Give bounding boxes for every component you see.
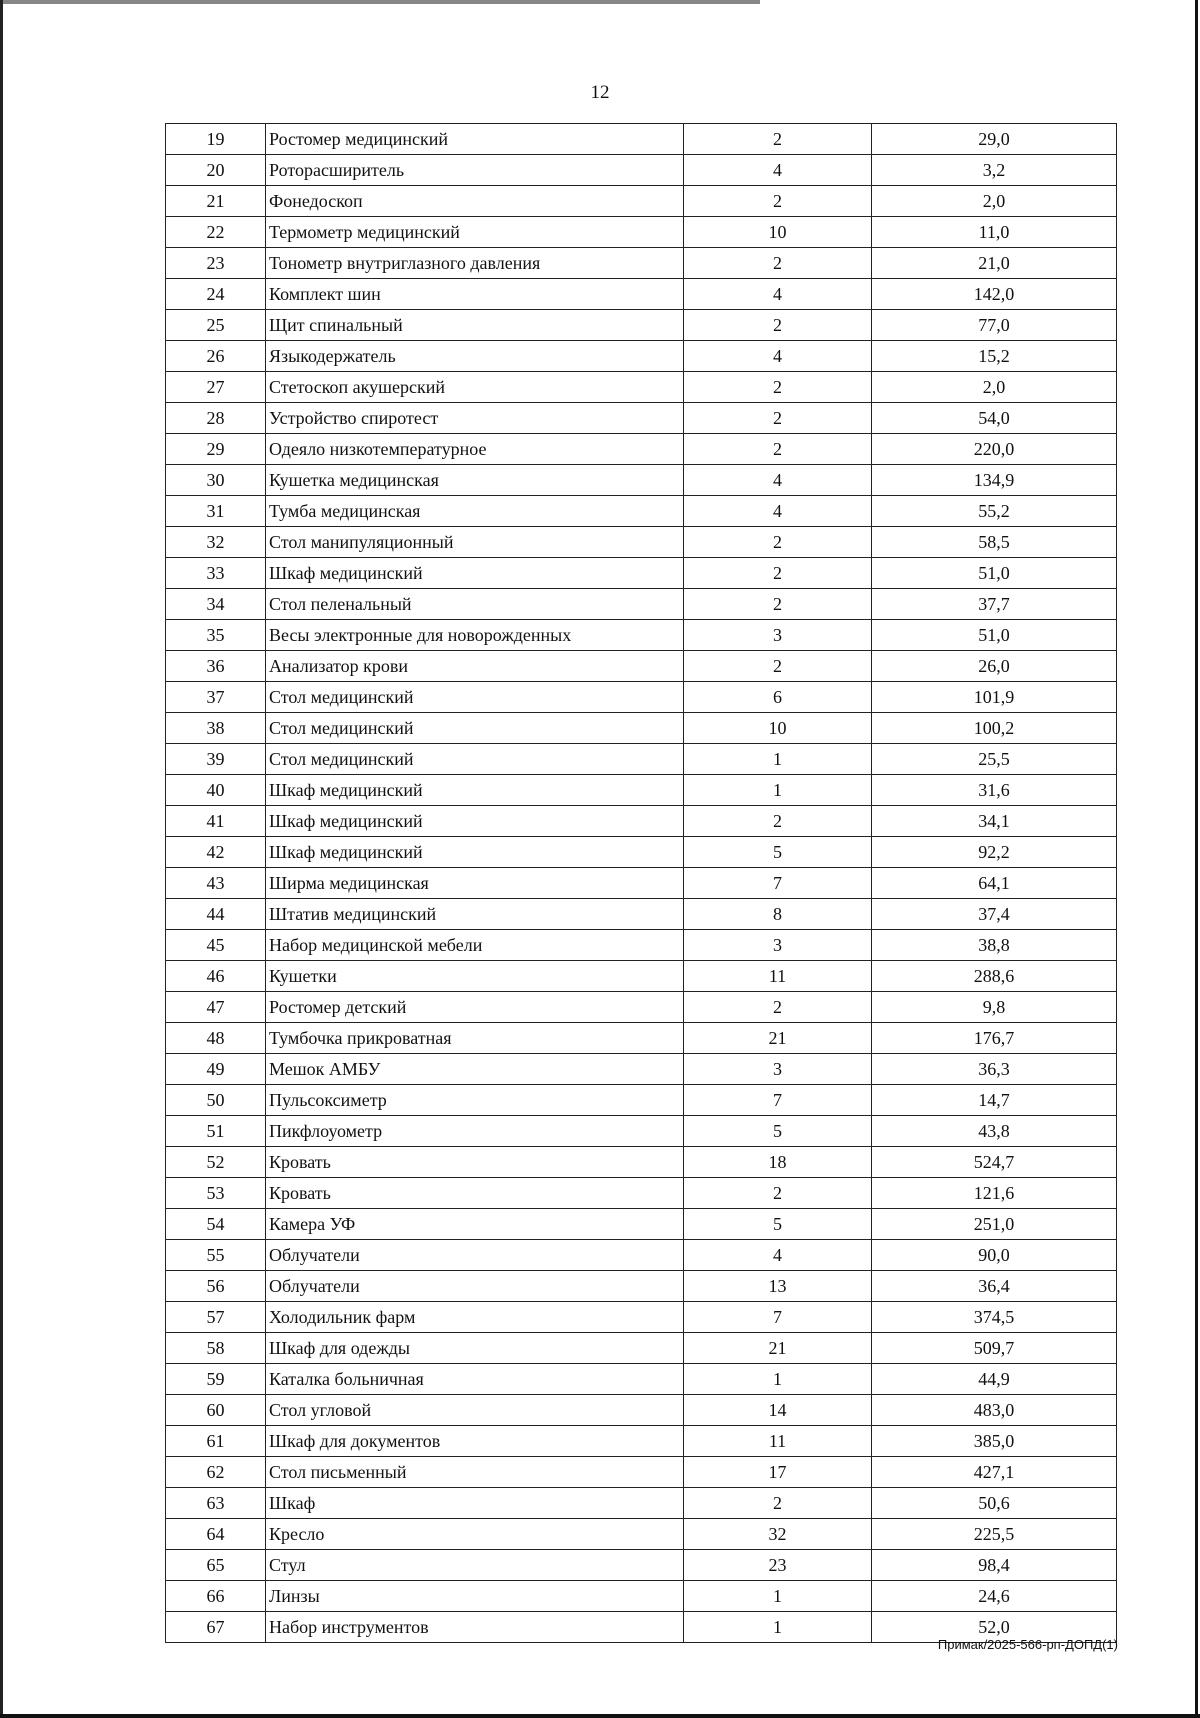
table-row: [166, 372, 1117, 403]
quantity-cell: 1: [684, 744, 872, 775]
scan-edge-left: [0, 0, 3, 1718]
item-name-cell: Шкаф медицинский: [266, 558, 684, 589]
row-number-cell: 53: [166, 1178, 266, 1209]
table-row: [166, 868, 1117, 899]
item-name-cell: Пульсоксиметр: [266, 1085, 684, 1116]
table-row: [166, 1178, 1117, 1209]
table-row: [166, 899, 1117, 930]
value-cell: 483,0: [872, 1395, 1117, 1426]
row-number-cell: 20: [166, 155, 266, 186]
quantity-cell: 2: [684, 992, 872, 1023]
item-name-cell: Стол медицинский: [266, 744, 684, 775]
row-number-cell: 34: [166, 589, 266, 620]
value-cell: 54,0: [872, 403, 1117, 434]
item-name-cell: Щит спинальный: [266, 310, 684, 341]
item-name-cell: Шкаф для одежды: [266, 1333, 684, 1364]
table-row: [166, 837, 1117, 868]
row-number-cell: 59: [166, 1364, 266, 1395]
quantity-cell: 5: [684, 837, 872, 868]
row-number-cell: 26: [166, 341, 266, 372]
quantity-cell: 1: [684, 1612, 872, 1643]
equipment-table: [165, 123, 1117, 1643]
table-row: [166, 1488, 1117, 1519]
value-cell: 100,2: [872, 713, 1117, 744]
table-row: [166, 403, 1117, 434]
value-cell: 15,2: [872, 341, 1117, 372]
row-number-cell: 41: [166, 806, 266, 837]
row-number-cell: 23: [166, 248, 266, 279]
table-row: [166, 744, 1117, 775]
row-number-cell: 46: [166, 961, 266, 992]
quantity-cell: 21: [684, 1333, 872, 1364]
value-cell: 38,8: [872, 930, 1117, 961]
item-name-cell: Каталка больничная: [266, 1364, 684, 1395]
item-name-cell: Весы электронные для новорожденных: [266, 620, 684, 651]
item-name-cell: Стол манипуляционный: [266, 527, 684, 558]
table-row: [166, 1395, 1117, 1426]
item-name-cell: Кушетки: [266, 961, 684, 992]
row-number-cell: 51: [166, 1116, 266, 1147]
scan-edge-bottom: [0, 1714, 1200, 1718]
table-row: [166, 1333, 1117, 1364]
value-cell: 25,5: [872, 744, 1117, 775]
table-row: [166, 279, 1117, 310]
table-row: [166, 961, 1117, 992]
value-cell: 225,5: [872, 1519, 1117, 1550]
row-number-cell: 30: [166, 465, 266, 496]
table-row: [166, 651, 1117, 682]
row-number-cell: 39: [166, 744, 266, 775]
table-row: [166, 992, 1117, 1023]
table-row: [166, 806, 1117, 837]
quantity-cell: 2: [684, 372, 872, 403]
value-cell: 11,0: [872, 217, 1117, 248]
quantity-cell: 6: [684, 682, 872, 713]
row-number-cell: 64: [166, 1519, 266, 1550]
value-cell: 77,0: [872, 310, 1117, 341]
quantity-cell: 23: [684, 1550, 872, 1581]
value-cell: 3,2: [872, 155, 1117, 186]
item-name-cell: Стол медицинский: [266, 713, 684, 744]
row-number-cell: 33: [166, 558, 266, 589]
table-row: [166, 1116, 1117, 1147]
quantity-cell: 2: [684, 527, 872, 558]
item-name-cell: Анализатор крови: [266, 651, 684, 682]
value-cell: 26,0: [872, 651, 1117, 682]
quantity-cell: 2: [684, 434, 872, 465]
row-number-cell: 45: [166, 930, 266, 961]
row-number-cell: 24: [166, 279, 266, 310]
row-number-cell: 28: [166, 403, 266, 434]
row-number-cell: 44: [166, 899, 266, 930]
table-row: [166, 124, 1117, 155]
value-cell: 51,0: [872, 558, 1117, 589]
item-name-cell: Тумбочка прикроватная: [266, 1023, 684, 1054]
table-row: [166, 1426, 1117, 1457]
quantity-cell: 8: [684, 899, 872, 930]
value-cell: 50,6: [872, 1488, 1117, 1519]
item-name-cell: Штатив медицинский: [266, 899, 684, 930]
table-row: [166, 1209, 1117, 1240]
value-cell: 288,6: [872, 961, 1117, 992]
value-cell: 121,6: [872, 1178, 1117, 1209]
table-row: [166, 1457, 1117, 1488]
item-name-cell: Стул: [266, 1550, 684, 1581]
quantity-cell: 5: [684, 1209, 872, 1240]
item-name-cell: Шкаф медицинский: [266, 806, 684, 837]
quantity-cell: 2: [684, 1488, 872, 1519]
quantity-cell: 4: [684, 155, 872, 186]
value-cell: 92,2: [872, 837, 1117, 868]
table-row: [166, 1519, 1117, 1550]
item-name-cell: Стетоскоп акушерский: [266, 372, 684, 403]
row-number-cell: 37: [166, 682, 266, 713]
item-name-cell: Тонометр внутриглазного давления: [266, 248, 684, 279]
table-row: [166, 1147, 1117, 1178]
scan-edge-right: [1195, 0, 1198, 1718]
table-row: [166, 1364, 1117, 1395]
row-number-cell: 65: [166, 1550, 266, 1581]
row-number-cell: 43: [166, 868, 266, 899]
quantity-cell: 10: [684, 217, 872, 248]
value-cell: 24,6: [872, 1581, 1117, 1612]
value-cell: 36,3: [872, 1054, 1117, 1085]
table-row: [166, 1581, 1117, 1612]
quantity-cell: 1: [684, 775, 872, 806]
row-number-cell: 29: [166, 434, 266, 465]
value-cell: 427,1: [872, 1457, 1117, 1488]
quantity-cell: 5: [684, 1116, 872, 1147]
table-row: [166, 248, 1117, 279]
row-number-cell: 67: [166, 1612, 266, 1643]
quantity-cell: 3: [684, 1054, 872, 1085]
value-cell: 509,7: [872, 1333, 1117, 1364]
table-row: [166, 620, 1117, 651]
quantity-cell: 21: [684, 1023, 872, 1054]
quantity-cell: 2: [684, 403, 872, 434]
table-row: [166, 217, 1117, 248]
value-cell: 44,9: [872, 1364, 1117, 1395]
value-cell: 37,7: [872, 589, 1117, 620]
value-cell: 374,5: [872, 1302, 1117, 1333]
item-name-cell: Холодильник фарм: [266, 1302, 684, 1333]
item-name-cell: Шкаф медицинский: [266, 775, 684, 806]
table-row: [166, 1240, 1117, 1271]
row-number-cell: 54: [166, 1209, 266, 1240]
item-name-cell: Тумба медицинская: [266, 496, 684, 527]
row-number-cell: 27: [166, 372, 266, 403]
row-number-cell: 58: [166, 1333, 266, 1364]
quantity-cell: 4: [684, 465, 872, 496]
row-number-cell: 52: [166, 1147, 266, 1178]
quantity-cell: 32: [684, 1519, 872, 1550]
row-number-cell: 63: [166, 1488, 266, 1519]
value-cell: 9,8: [872, 992, 1117, 1023]
item-name-cell: Облучатели: [266, 1271, 684, 1302]
table-row: [166, 527, 1117, 558]
value-cell: 2,0: [872, 186, 1117, 217]
page-number: 12: [590, 82, 610, 103]
table-row: [166, 775, 1117, 806]
row-number-cell: 57: [166, 1302, 266, 1333]
value-cell: 14,7: [872, 1085, 1117, 1116]
value-cell: 51,0: [872, 620, 1117, 651]
value-cell: 37,4: [872, 899, 1117, 930]
table-row: [166, 496, 1117, 527]
row-number-cell: 38: [166, 713, 266, 744]
item-name-cell: Мешок АМБУ: [266, 1054, 684, 1085]
quantity-cell: 13: [684, 1271, 872, 1302]
row-number-cell: 61: [166, 1426, 266, 1457]
item-name-cell: Кресло: [266, 1519, 684, 1550]
table-row: [166, 682, 1117, 713]
table-row: [166, 1054, 1117, 1085]
row-number-cell: 40: [166, 775, 266, 806]
item-name-cell: Шкаф медицинский: [266, 837, 684, 868]
quantity-cell: 2: [684, 651, 872, 682]
quantity-cell: 2: [684, 806, 872, 837]
row-number-cell: 25: [166, 310, 266, 341]
quantity-cell: 7: [684, 1085, 872, 1116]
quantity-cell: 2: [684, 248, 872, 279]
value-cell: 101,9: [872, 682, 1117, 713]
quantity-cell: 1: [684, 1581, 872, 1612]
row-number-cell: 50: [166, 1085, 266, 1116]
value-cell: 251,0: [872, 1209, 1117, 1240]
row-number-cell: 22: [166, 217, 266, 248]
table-row: [166, 310, 1117, 341]
row-number-cell: 21: [166, 186, 266, 217]
item-name-cell: Стол пеленальный: [266, 589, 684, 620]
value-cell: 134,9: [872, 465, 1117, 496]
quantity-cell: 2: [684, 1178, 872, 1209]
value-cell: 36,4: [872, 1271, 1117, 1302]
row-number-cell: 55: [166, 1240, 266, 1271]
item-name-cell: Кровать: [266, 1147, 684, 1178]
row-number-cell: 32: [166, 527, 266, 558]
value-cell: 21,0: [872, 248, 1117, 279]
value-cell: 90,0: [872, 1240, 1117, 1271]
item-name-cell: Камера УФ: [266, 1209, 684, 1240]
value-cell: 58,5: [872, 527, 1117, 558]
item-name-cell: Ростомер медицинский: [266, 124, 684, 155]
quantity-cell: 3: [684, 620, 872, 651]
scan-edge-top: [0, 0, 760, 4]
table-row: [166, 341, 1117, 372]
quantity-cell: 3: [684, 930, 872, 961]
quantity-cell: 4: [684, 1240, 872, 1271]
item-name-cell: Набор инструментов: [266, 1612, 684, 1643]
table-row: [166, 1023, 1117, 1054]
quantity-cell: 4: [684, 496, 872, 527]
table-row: [166, 465, 1117, 496]
table-row: [166, 1302, 1117, 1333]
document-reference: Примак/2025-566-рп-ДОПД(1): [937, 1637, 1118, 1652]
table-row: [166, 1085, 1117, 1116]
table-row: [166, 186, 1117, 217]
equipment-table-body: [166, 124, 1117, 1643]
item-name-cell: Линзы: [266, 1581, 684, 1612]
table-row: [166, 713, 1117, 744]
quantity-cell: 2: [684, 124, 872, 155]
quantity-cell: 1: [684, 1364, 872, 1395]
row-number-cell: 62: [166, 1457, 266, 1488]
value-cell: 176,7: [872, 1023, 1117, 1054]
value-cell: 98,4: [872, 1550, 1117, 1581]
row-number-cell: 35: [166, 620, 266, 651]
item-name-cell: Ростомер детский: [266, 992, 684, 1023]
item-name-cell: Набор медицинской мебели: [266, 930, 684, 961]
table-row: [166, 930, 1117, 961]
value-cell: 43,8: [872, 1116, 1117, 1147]
item-name-cell: Стол медицинский: [266, 682, 684, 713]
item-name-cell: Пикфлоуометр: [266, 1116, 684, 1147]
item-name-cell: Шкаф для документов: [266, 1426, 684, 1457]
row-number-cell: 48: [166, 1023, 266, 1054]
table-row: [166, 155, 1117, 186]
value-cell: 220,0: [872, 434, 1117, 465]
value-cell: 52,0: [872, 1612, 1117, 1643]
row-number-cell: 66: [166, 1581, 266, 1612]
quantity-cell: 11: [684, 961, 872, 992]
value-cell: 385,0: [872, 1426, 1117, 1457]
item-name-cell: Стол письменный: [266, 1457, 684, 1488]
item-name-cell: Ширма медицинская: [266, 868, 684, 899]
item-name-cell: Стол угловой: [266, 1395, 684, 1426]
row-number-cell: 31: [166, 496, 266, 527]
value-cell: 2,0: [872, 372, 1117, 403]
item-name-cell: Кушетка медицинская: [266, 465, 684, 496]
table-row: [166, 434, 1117, 465]
value-cell: 524,7: [872, 1147, 1117, 1178]
row-number-cell: 36: [166, 651, 266, 682]
item-name-cell: Языкодержатель: [266, 341, 684, 372]
quantity-cell: 18: [684, 1147, 872, 1178]
table-row: [166, 589, 1117, 620]
quantity-cell: 2: [684, 558, 872, 589]
value-cell: 55,2: [872, 496, 1117, 527]
table-row: [166, 1271, 1117, 1302]
quantity-cell: 2: [684, 186, 872, 217]
row-number-cell: 19: [166, 124, 266, 155]
item-name-cell: Устройство спиротест: [266, 403, 684, 434]
value-cell: 31,6: [872, 775, 1117, 806]
table-row: [166, 558, 1117, 589]
quantity-cell: 4: [684, 279, 872, 310]
row-number-cell: 60: [166, 1395, 266, 1426]
quantity-cell: 7: [684, 1302, 872, 1333]
item-name-cell: Комплект шин: [266, 279, 684, 310]
quantity-cell: 17: [684, 1457, 872, 1488]
item-name-cell: Термометр медицинский: [266, 217, 684, 248]
row-number-cell: 47: [166, 992, 266, 1023]
value-cell: 34,1: [872, 806, 1117, 837]
row-number-cell: 56: [166, 1271, 266, 1302]
quantity-cell: 2: [684, 589, 872, 620]
value-cell: 64,1: [872, 868, 1117, 899]
item-name-cell: Кровать: [266, 1178, 684, 1209]
quantity-cell: 11: [684, 1426, 872, 1457]
value-cell: 29,0: [872, 124, 1117, 155]
quantity-cell: 7: [684, 868, 872, 899]
quantity-cell: 2: [684, 310, 872, 341]
row-number-cell: 42: [166, 837, 266, 868]
row-number-cell: 49: [166, 1054, 266, 1085]
item-name-cell: Облучатели: [266, 1240, 684, 1271]
quantity-cell: 10: [684, 713, 872, 744]
quantity-cell: 4: [684, 341, 872, 372]
item-name-cell: Одеяло низкотемпературное: [266, 434, 684, 465]
item-name-cell: Роторасширитель: [266, 155, 684, 186]
item-name-cell: Фонедоскоп: [266, 186, 684, 217]
quantity-cell: 14: [684, 1395, 872, 1426]
value-cell: 142,0: [872, 279, 1117, 310]
table-row: [166, 1550, 1117, 1581]
item-name-cell: Шкаф: [266, 1488, 684, 1519]
